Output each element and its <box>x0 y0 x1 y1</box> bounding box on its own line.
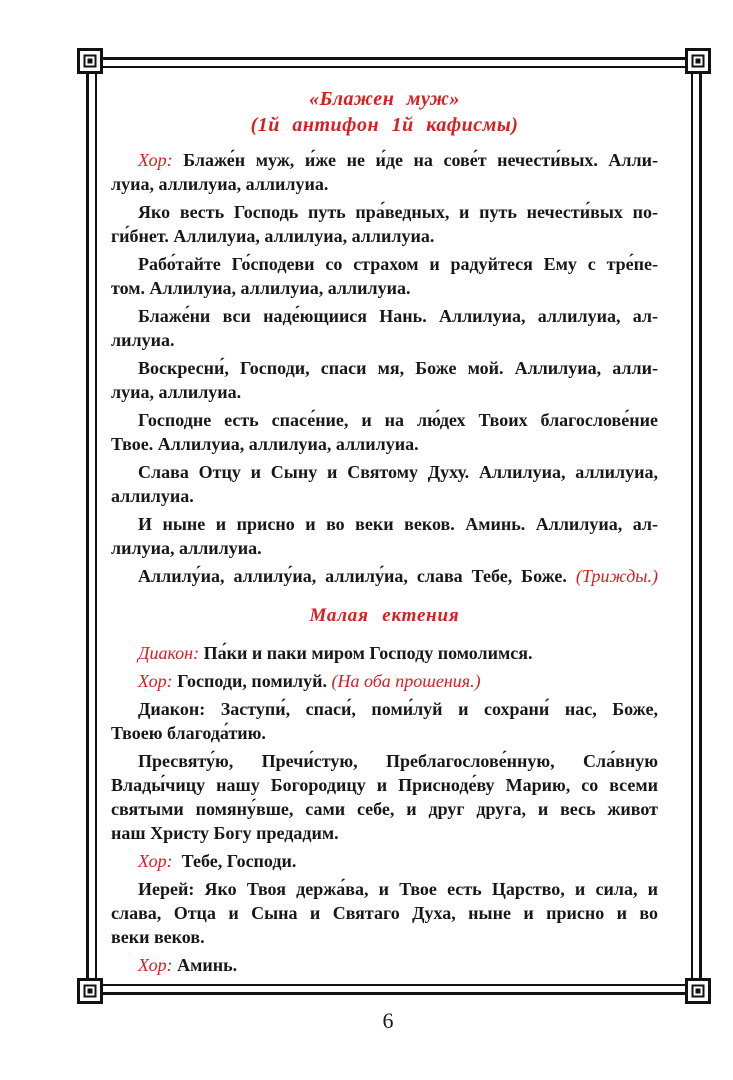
rubric-run: Хор: <box>138 851 173 871</box>
text-run: И ныне и присно и во веки веков. Аминь. Аллилуиа, ал- <box>138 514 658 534</box>
paragraph <box>111 148 658 196</box>
text-line <box>111 877 658 901</box>
paragraph <box>111 697 658 745</box>
text-line <box>111 953 658 977</box>
corner-ornament-bottom-left <box>77 978 103 1004</box>
paragraph <box>111 408 658 456</box>
page-subtitle: (1й антифон 1й кафисмы) <box>250 114 519 136</box>
text-line <box>111 224 658 248</box>
rubric-run: (На оба прошения.) <box>331 671 481 691</box>
text-run: веки веков. <box>111 927 205 947</box>
text-line <box>111 721 658 745</box>
paragraph <box>111 252 658 300</box>
rubric-run: Хор: <box>138 955 173 975</box>
text-line <box>111 304 658 328</box>
paragraph <box>111 200 658 248</box>
paragraph <box>111 669 658 693</box>
text-run: Слава Отцу и Сыну и Святому Духу. Аллилуиа, аллилуиа, <box>138 462 658 482</box>
text-run: Диакон: Заступи́, спаси́, поми́луй и сохрани́ нас, Боже, <box>138 699 658 719</box>
text-run: Господи, помилуй. <box>172 671 332 691</box>
text-run: слава, Отца и Сына и Святаго Духа, ныне и присно и во <box>111 903 658 923</box>
text-line <box>111 564 658 588</box>
text-line <box>111 512 658 536</box>
text-line <box>111 849 658 873</box>
text-line <box>111 200 658 224</box>
text-run: Яко весть Господь путь пра́ведных, и путь нечести́вых по- <box>138 202 658 222</box>
page-title: «Блажен муж» <box>309 88 460 110</box>
text-run: наш Христу Богу предадим. <box>111 823 339 843</box>
corner-ornament-bottom-right <box>685 978 711 1004</box>
text-run: том. Аллилуиа, аллилуиа, аллилуиа. <box>111 278 411 298</box>
text-run: Па́ки и паки миром Господу помолимся. <box>199 643 533 663</box>
text-line <box>111 773 658 797</box>
rubric-run: Хор: <box>138 150 173 170</box>
text-line <box>111 356 658 380</box>
text-line <box>111 252 658 276</box>
text-run: Блаже́ни вси наде́ющиися Нань. Аллилуиа, аллилуиа, ал- <box>138 306 658 326</box>
text-run: Блаже́н муж, и́же не и́де на сове́т нечести́вых. Алли- <box>172 150 658 170</box>
text-line <box>111 172 658 196</box>
text-run: святыми помяну́вше, сами себе, и друг друга, и весь живот <box>111 799 658 819</box>
text-line <box>111 821 658 845</box>
text-line <box>111 749 658 773</box>
text-run: Твоею благода́тию. <box>111 723 266 743</box>
text-run: Аминь. <box>172 955 238 975</box>
paragraph <box>111 749 658 845</box>
text-run: Влады́чицу нашу Богородицу и Присноде́ву Марию, со всеми <box>111 775 658 795</box>
text-run: ги́бнет. Аллилуиа, аллилуиа, аллилуиа. <box>111 226 435 246</box>
section-heading: Малая ектения <box>309 605 460 626</box>
text-run: Господне есть спасе́ние, и на лю́дех Твоих благослове́ние <box>138 410 658 430</box>
text-column <box>111 80 658 977</box>
text-run: Пресвяту́ю, Пречи́стую, Преблагослове́нную, Сла́вную <box>138 751 658 771</box>
text-run: Твое. Аллилуиа, аллилуиа, аллилуиа. <box>111 434 419 454</box>
paragraph <box>111 564 658 588</box>
text-run: лилуиа, аллилуиа. <box>111 538 262 558</box>
text-line <box>111 901 658 925</box>
rubric-run: Диакон: <box>138 643 200 663</box>
text-run: Тебе, Господи. <box>172 851 297 871</box>
paragraph <box>111 512 658 560</box>
text-flow <box>111 148 658 977</box>
text-line <box>111 408 658 432</box>
text-line <box>111 432 658 456</box>
text-run: луиа, аллилуиа. <box>111 382 242 402</box>
text-line <box>111 148 658 172</box>
text-line <box>111 641 658 665</box>
paragraph <box>111 877 658 949</box>
text-line <box>111 380 658 404</box>
text-run: аллилуиа. <box>111 486 194 506</box>
text-run: Аллилу́иа, аллилу́иа, аллилу́иа, слава Тебе, Боже. <box>138 566 576 586</box>
text-run: Воскресни́, Господи, спаси мя, Боже мой. Аллилуиа, алли- <box>138 358 658 378</box>
paragraph <box>111 849 658 873</box>
text-line <box>111 276 658 300</box>
corner-ornament-top-right <box>685 48 711 74</box>
rubric-run: Хор: <box>138 671 173 691</box>
text-line <box>111 484 658 508</box>
text-line <box>111 536 658 560</box>
paragraph <box>111 641 658 665</box>
text-line <box>111 925 658 949</box>
text-run: Рабо́тайте Го́сподеви со страхом и радуйтеся Ему с тре́пе- <box>138 254 658 274</box>
text-line <box>111 797 658 821</box>
text-run: луиа, аллилуиа, аллилуиа. <box>111 174 329 194</box>
text-line <box>111 669 658 693</box>
text-line <box>111 460 658 484</box>
text-run: Иерей: Яко Твоя держа́ва, и Твое есть Царство, и сила, и <box>138 879 658 899</box>
text-run: лилуиа. <box>111 330 175 350</box>
text-line <box>111 697 658 721</box>
corner-ornament-top-left <box>77 48 103 74</box>
paragraph <box>111 460 658 508</box>
rubric-run: (Трижды.) <box>575 566 658 586</box>
paragraph <box>111 356 658 404</box>
page-number: 6 <box>382 1008 394 1033</box>
paragraph <box>111 304 658 352</box>
text-line <box>111 328 658 352</box>
paragraph <box>111 953 658 977</box>
